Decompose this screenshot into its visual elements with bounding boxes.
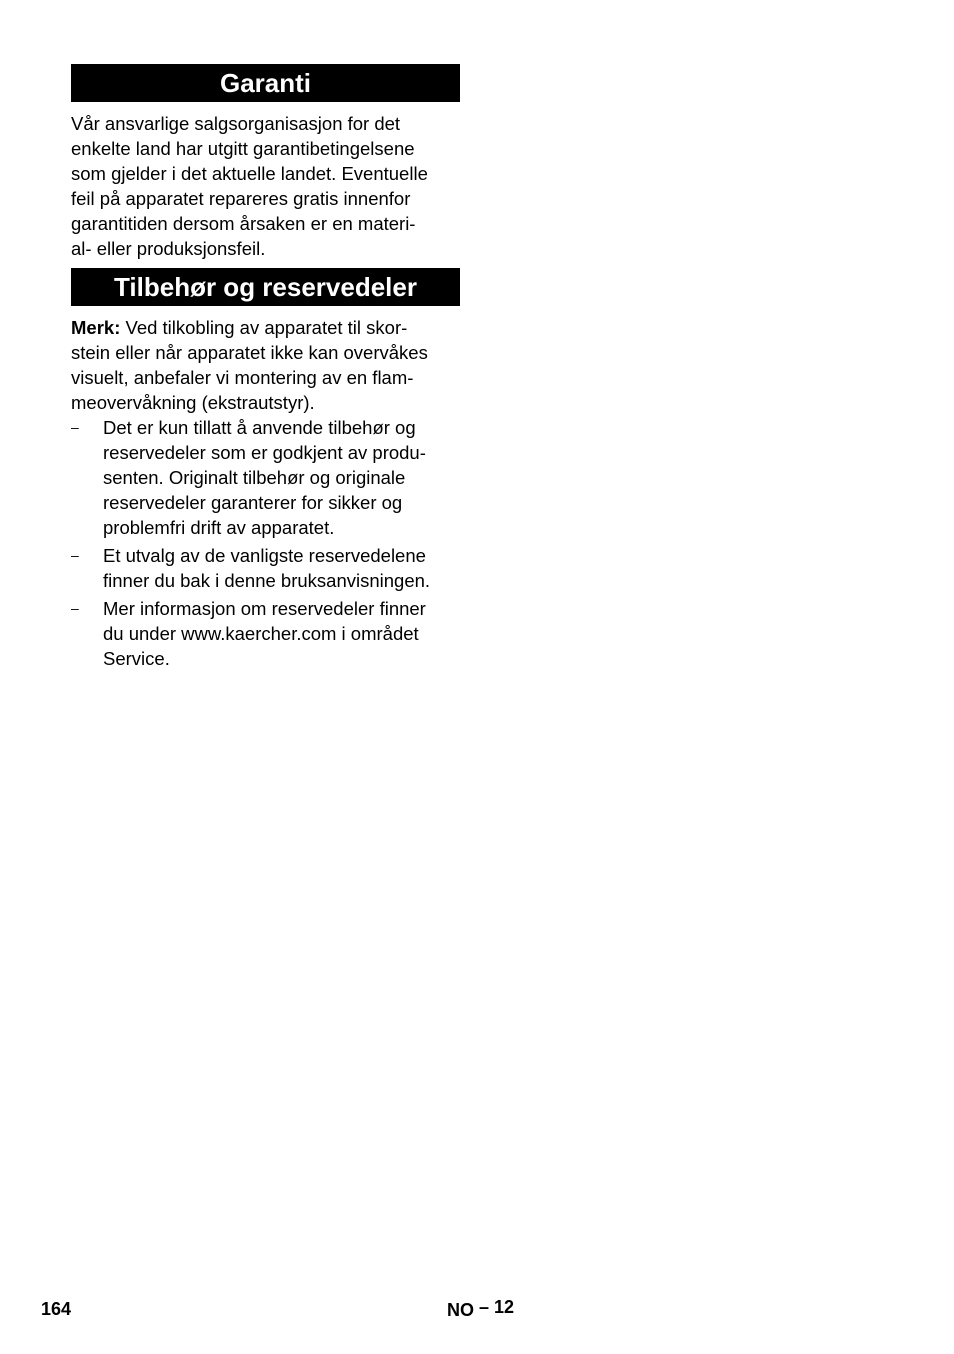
garanti-paragraph [71,111,460,261]
note-label: Merk: [71,317,121,338]
text-line: Mer informasjon om reservedeler finner [103,598,426,619]
bullet-dash: – [71,419,79,435]
text-line: Et utvalg av de vanligste reservedelene [103,545,426,566]
list-item [71,596,460,671]
section-page-marker [447,1297,514,1318]
text-line: meovervåkning (ekstrautstyr). [71,392,315,413]
separator: – [479,1297,490,1317]
text-line: problemfri drift av apparatet. [103,517,335,538]
text-line: som gjelder i det aktuelle landet. Eventuelle [71,163,428,184]
list-item [71,415,460,540]
content-column [71,64,460,671]
text-line: visuelt, anbefaler vi montering av en flam- [71,367,414,388]
bullet-dash: – [71,600,79,616]
text-line: Service. [103,648,170,669]
text-line: Ved tilkobling av apparatet til skor- [120,317,408,338]
text-line: senten. Originalt tilbehør og originale [103,467,406,488]
text-line: feil på apparatet repareres gratis innenfor [71,188,411,209]
note-paragraph [71,315,460,415]
section-heading-tilbehor: Tilbehør og reservedeler [71,268,460,306]
text-line: finner du bak i denne bruksanvisningen. [103,570,431,591]
bullet-dash: – [71,547,79,563]
section-heading-garanti: Garanti [71,64,460,102]
text-line: reservedeler som er godkjent av produ- [103,442,426,463]
text-line: stein eller når apparatet ikke kan overvåkes [71,342,428,363]
text-line: garantitiden dersom årsaken er en materi- [71,213,416,234]
language-code: NO [447,1300,474,1320]
page-number: 164 [41,1299,72,1319]
list-item [71,543,460,593]
text-line: enkelte land har utgitt garantibetingelsene [71,138,415,159]
bullet-list [71,415,460,671]
text-line: al- eller produksjonsfeil. [71,238,266,259]
text-line: du under www.kaercher.com i området [103,623,419,644]
text-line: reservedeler garanterer for sikker og [103,492,403,513]
text-line: Det er kun tillatt å anvende tilbehør og [103,417,416,438]
section-page-number: 12 [494,1297,515,1317]
text-line: Vår ansvarlige salgsorganisasjon for det [71,113,401,134]
